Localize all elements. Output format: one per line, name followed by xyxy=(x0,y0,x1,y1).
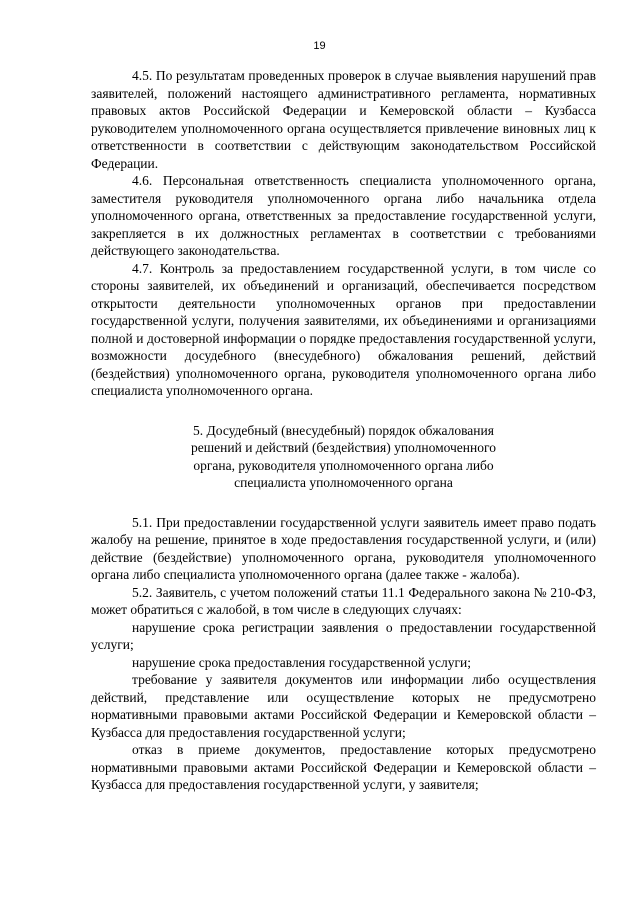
section-heading-line: специалиста уполномоченного органа xyxy=(234,475,453,490)
paragraph-5-2: 5.2. Заявитель, с учетом положений статьи 11.1 Федерального закона № 210-ФЗ, может обратиться с жалобой, в том числе в следующих случаях: xyxy=(91,584,596,617)
section-5-heading xyxy=(91,422,596,492)
list-item-case: нарушение срока предоставления государственной услуги; xyxy=(132,654,472,670)
section-heading-line: 5. Досудебный (внесудебный) порядок обжалования xyxy=(193,422,494,438)
section-heading-line: решений и действий (бездействия) уполномоченного xyxy=(191,440,496,455)
paragraph-5-1: 5.1. При предоставлении государственной услуги заявитель имеет право подать жалобу на решение, принятое в ходе предоставления государственной услуги, и (или) действие (бездействие) уполномоченного органа, руководителя уполномоченного органа либо специалиста уполномоченного органа (далее также - жалоба). xyxy=(91,514,596,582)
paragraph-4-6: 4.6. Персональная ответственность специалиста уполномоченного органа, заместителя руководителя уполномоченного органа либо начальника отдела уполномоченного органа, ответственных за предоставление государственной услуги, закрепляется в их должностных регламентах в соответствии с требованиями действующего законодательства. xyxy=(91,173,596,258)
section-heading-line: органа, руководителя уполномоченного органа либо xyxy=(193,457,494,473)
list-item-case: отказ в приеме документов, предоставление которых предусмотрено нормативными правовыми актами Российской Федерации и Кемеровской области – Кузбасса для предоставления государственной услуги, у заявителя; xyxy=(91,742,596,792)
list-item-case: нарушение срока регистрации заявления о предоставлении государственной услуги; xyxy=(91,619,596,652)
document-body xyxy=(91,67,596,794)
paragraph-4-5: 4.5. По результатам проведенных проверок в случае выявления нарушений прав заявителей, положений настоящего административного регламента, нормативных правовых актов Российской Федерации и Кемеровской области – Кузбасса руководителем уполномоченного органа осуществляется привлечение виновных лиц к ответственности в соответствии с действующим законодательством Российской Федерации. xyxy=(91,68,596,171)
page-number: 19 xyxy=(313,40,326,52)
list-item-case: требование у заявителя документов или информации либо осуществления действий, представление или осуществление которых не предусмотрено нормативными правовыми актами Российской Федерации и Кемеровской области – Кузбасса для предоставления государственной услуги; xyxy=(91,672,596,740)
paragraph-4-7: 4.7. Контроль за предоставлением государственной услуги, в том числе со стороны заявителей, их объединений и организаций, обеспечивается посредством открытости деятельности уполномоченных органов при предоставлении государственной услуги, получения заявителями, их объединениями и организациями полной и достоверной информации о порядке предоставления государственной услуги, возможности досудебного (внесудебного) обжалования решений, действий (бездействия) уполномоченного органа, руководителя уполномоченного органа либо специалиста уполномоченного органа. xyxy=(91,260,596,398)
